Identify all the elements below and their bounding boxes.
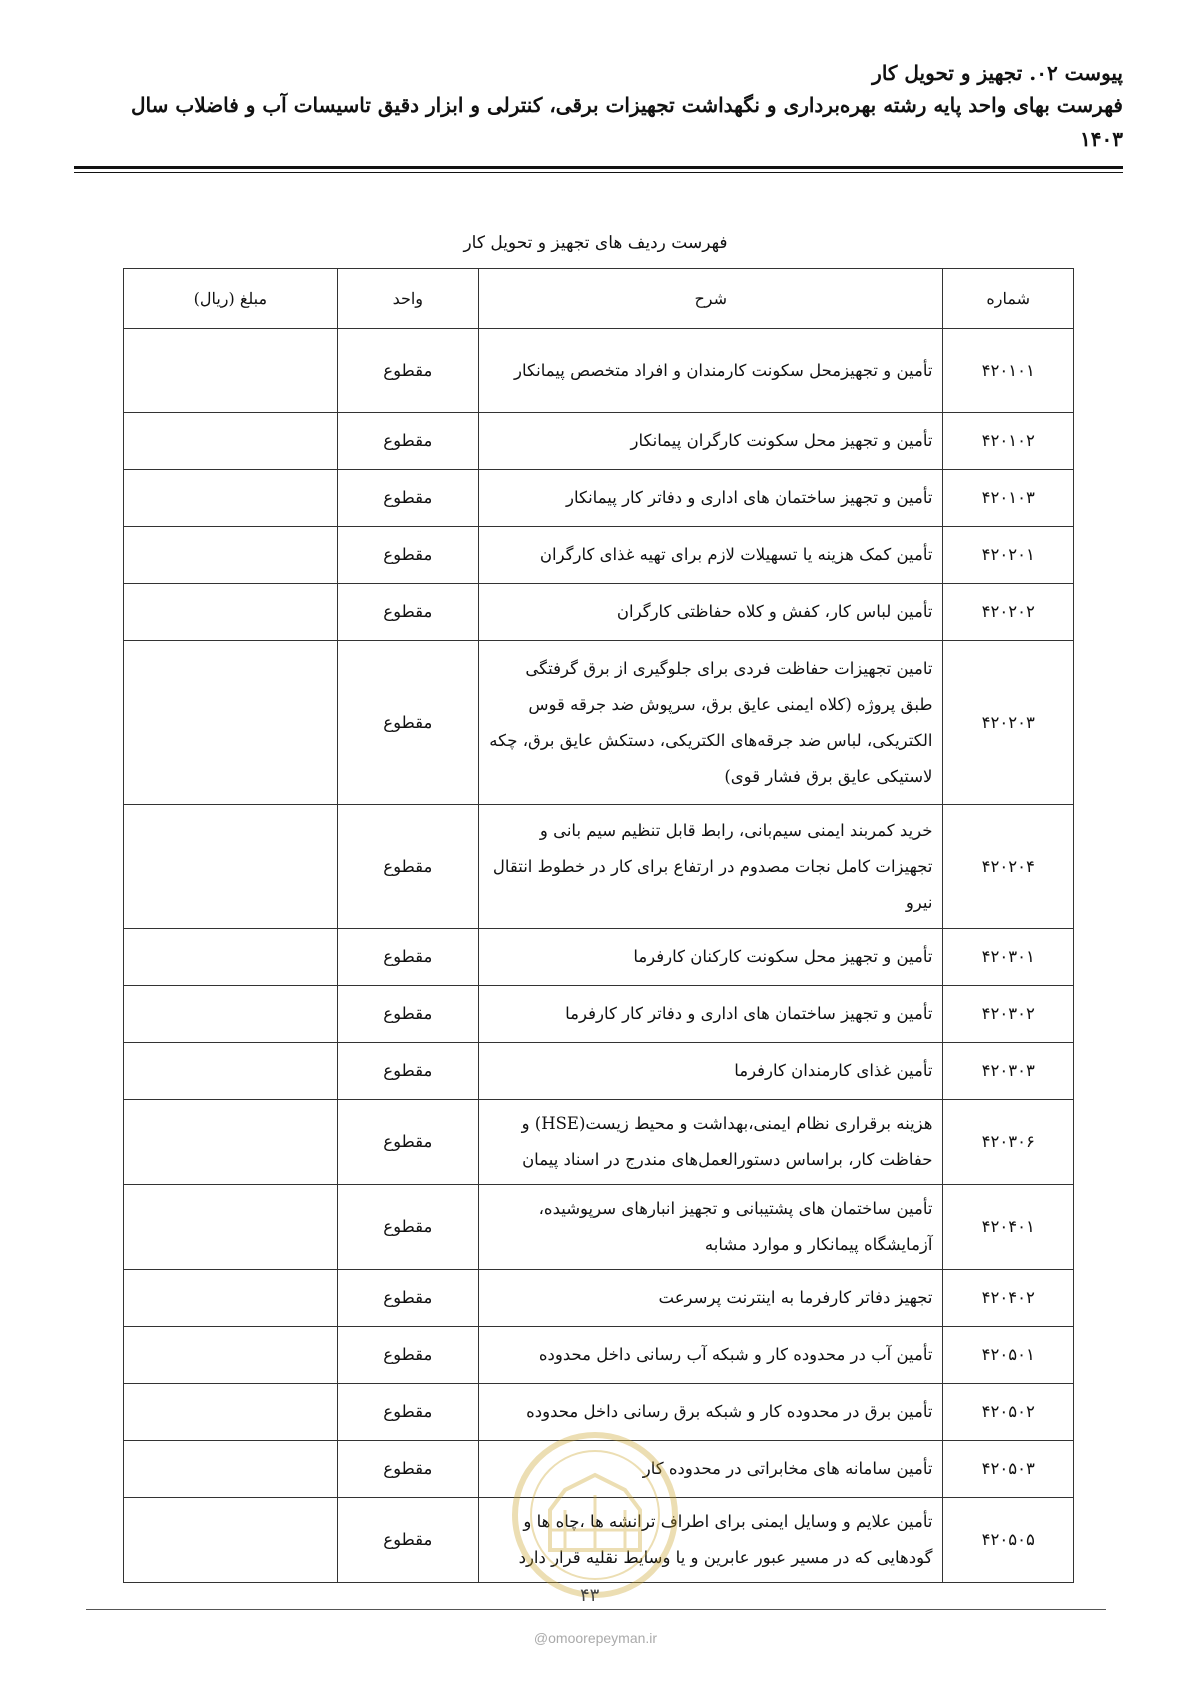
header-divider-thin (74, 172, 1123, 173)
row-amount (124, 1185, 338, 1270)
row-amount (124, 584, 338, 641)
row-description: تأمین غذای کارمندان کارفرما (478, 1043, 943, 1100)
row-number: ۴۲۰۲۰۱ (943, 527, 1074, 584)
row-unit: مقطوع (337, 1327, 478, 1384)
row-unit: مقطوع (337, 929, 478, 986)
row-number: ۴۲۰۲۰۴ (943, 805, 1074, 929)
row-number: ۴۲۰۵۰۵ (943, 1498, 1074, 1583)
row-amount (124, 641, 338, 805)
table-row (124, 1441, 1074, 1498)
table-row (124, 584, 1074, 641)
row-description: تجهیز دفاتر کارفرما به اینترنت پرسرعت (478, 1270, 943, 1327)
row-unit: مقطوع (337, 1043, 478, 1100)
row-unit: مقطوع (337, 1270, 478, 1327)
row-amount (124, 929, 338, 986)
row-description: تأمین برق در محدوده کار و شبکه برق رسانی داخل محدوده (478, 1384, 943, 1441)
row-unit: مقطوع (337, 986, 478, 1043)
table-header-row (124, 269, 1074, 329)
row-number: ۴۲۰۳۰۶ (943, 1100, 1074, 1185)
row-amount (124, 1498, 338, 1583)
row-description: تأمین و تجهیز ساختمان های اداری و دفاتر کار کارفرما (478, 986, 943, 1043)
table-row (124, 329, 1074, 413)
row-number: ۴۲۰۱۰۳ (943, 470, 1074, 527)
row-unit: مقطوع (337, 805, 478, 929)
row-amount (124, 1384, 338, 1441)
row-description: خرید کمربند ایمنی سیم‌بانی، رابط قابل تنظیم سیم بانی و تجهیزات کامل نجات مصدوم در ارتفاع برای کار در خطوط انتقال نیرو (478, 805, 943, 929)
row-description: تأمین و تجهیز محل سکونت کارگران پیمانکار (478, 413, 943, 470)
table-body (124, 329, 1074, 1583)
row-number: ۴۲۰۵۰۳ (943, 1441, 1074, 1498)
row-number: ۴۲۰۵۰۲ (943, 1384, 1074, 1441)
row-amount (124, 413, 338, 470)
row-amount (124, 329, 338, 413)
row-number: ۴۲۰۲۰۲ (943, 584, 1074, 641)
header-divider-thick (74, 166, 1123, 169)
table-row (124, 1327, 1074, 1384)
row-description: تأمین علایم و وسایل ایمنی برای اطراف ترانشه ها ،چاه ها و گودهایی که در مسیر عبور عابرین و یا وسایط نقلیه قرار دارد (478, 1498, 943, 1583)
table-row (124, 1185, 1074, 1270)
row-unit: مقطوع (337, 329, 478, 413)
row-description: تأمین ساختمان های پشتیبانی و تجهیز انبارهای سرپوشیده، آزمایشگاه پیمانکار و موارد مشابه (478, 1185, 943, 1270)
row-amount (124, 986, 338, 1043)
row-unit: مقطوع (337, 641, 478, 805)
row-number: ۴۲۰۴۰۱ (943, 1185, 1074, 1270)
row-amount (124, 1327, 338, 1384)
website-watermark: @omoorepeyman.ir (533, 1630, 658, 1646)
header-unit: واحد (337, 269, 478, 329)
items-table (123, 268, 1074, 1583)
row-number: ۴۲۰۱۰۱ (943, 329, 1074, 413)
row-unit: مقطوع (337, 527, 478, 584)
table-row (124, 805, 1074, 929)
table-row (124, 413, 1074, 470)
row-amount (124, 527, 338, 584)
row-unit: مقطوع (337, 470, 478, 527)
table-row (124, 929, 1074, 986)
row-number: ۴۲۰۱۰۲ (943, 413, 1074, 470)
row-number: ۴۲۰۵۰۱ (943, 1327, 1074, 1384)
row-description: تأمین آب در محدوده کار و شبکه آب رسانی داخل محدوده (478, 1327, 943, 1384)
document-year: ۱۴۰۳ (1080, 127, 1123, 151)
appendix-title: پیوست ۰۲. تجهیز و تحویل کار (872, 61, 1123, 85)
table-row (124, 527, 1074, 584)
row-number: ۴۲۰۳۰۳ (943, 1043, 1074, 1100)
row-unit: مقطوع (337, 1441, 478, 1498)
table-row (124, 470, 1074, 527)
row-number: ۴۲۰۳۰۲ (943, 986, 1074, 1043)
row-description: تأمین کمک هزینه یا تسهیلات لازم برای تهیه غذای کارگران (478, 527, 943, 584)
table-row (124, 641, 1074, 805)
row-number: ۴۲۰۲۰۳ (943, 641, 1074, 805)
header-amount: مبلغ (ریال) (124, 269, 338, 329)
table-row (124, 1384, 1074, 1441)
page-number: ۴۳ (580, 1585, 600, 1606)
row-unit: مقطوع (337, 1100, 478, 1185)
row-amount (124, 805, 338, 929)
row-amount (124, 1270, 338, 1327)
row-number: ۴۲۰۳۰۱ (943, 929, 1074, 986)
row-description: هزینه برقراری نظام ایمنی،بهداشت و محیط زیست(HSE) و حفاظت کار، براساس دستورالعمل‌های مندرج در اسناد پیمان (478, 1100, 943, 1185)
row-description: تأمین و تجهیز ساختمان های اداری و دفاتر کار پیمانکار (478, 470, 943, 527)
row-unit: مقطوع (337, 584, 478, 641)
row-unit: مقطوع (337, 1185, 478, 1270)
table-row (124, 1270, 1074, 1327)
footer-divider (86, 1609, 1106, 1610)
table-row (124, 986, 1074, 1043)
row-description: تأمین لباس کار، کفش و کلاه حفاظتی کارگران (478, 584, 943, 641)
header-number: شماره (943, 269, 1074, 329)
row-description: تأمین و تجهیزمحل سکونت کارمندان و افراد متخصص پیمانکار (478, 329, 943, 413)
row-amount (124, 1043, 338, 1100)
row-amount (124, 1441, 338, 1498)
row-number: ۴۲۰۴۰۲ (943, 1270, 1074, 1327)
row-description: تأمین سامانه های مخابراتی در محدوده کار (478, 1441, 943, 1498)
table-caption: فهرست ردیف های تجهیز و تحویل کار (463, 233, 728, 253)
row-amount (124, 1100, 338, 1185)
document-header (68, 58, 1123, 156)
table-row (124, 1498, 1074, 1583)
document-title: فهرست بهای واحد پایه رشته بهره‌برداری و نگهداشت تجهیزات برقی، کنترلی و ابزار دقیق تاسیسات آب و فاضلاب سال (131, 93, 1123, 117)
row-unit: مقطوع (337, 1384, 478, 1441)
table-row (124, 1100, 1074, 1185)
row-unit: مقطوع (337, 1498, 478, 1583)
row-unit: مقطوع (337, 413, 478, 470)
row-description: تأمین و تجهیز محل سکونت کارکنان کارفرما (478, 929, 943, 986)
row-amount (124, 470, 338, 527)
table-row (124, 1043, 1074, 1100)
header-description: شرح (478, 269, 943, 329)
row-description: تامین تجهیزات حفاظت فردی برای جلوگیری از برق گرفتگی طبق پروژه (کلاه ایمنی عایق برق، سرپوش ضد جرقه قوس الکتریکی، لباس ضد جرقه‌های الکتریکی، دستکش عایق برق، چکه لاستیکی عایق برق فشار قوی) (478, 641, 943, 805)
